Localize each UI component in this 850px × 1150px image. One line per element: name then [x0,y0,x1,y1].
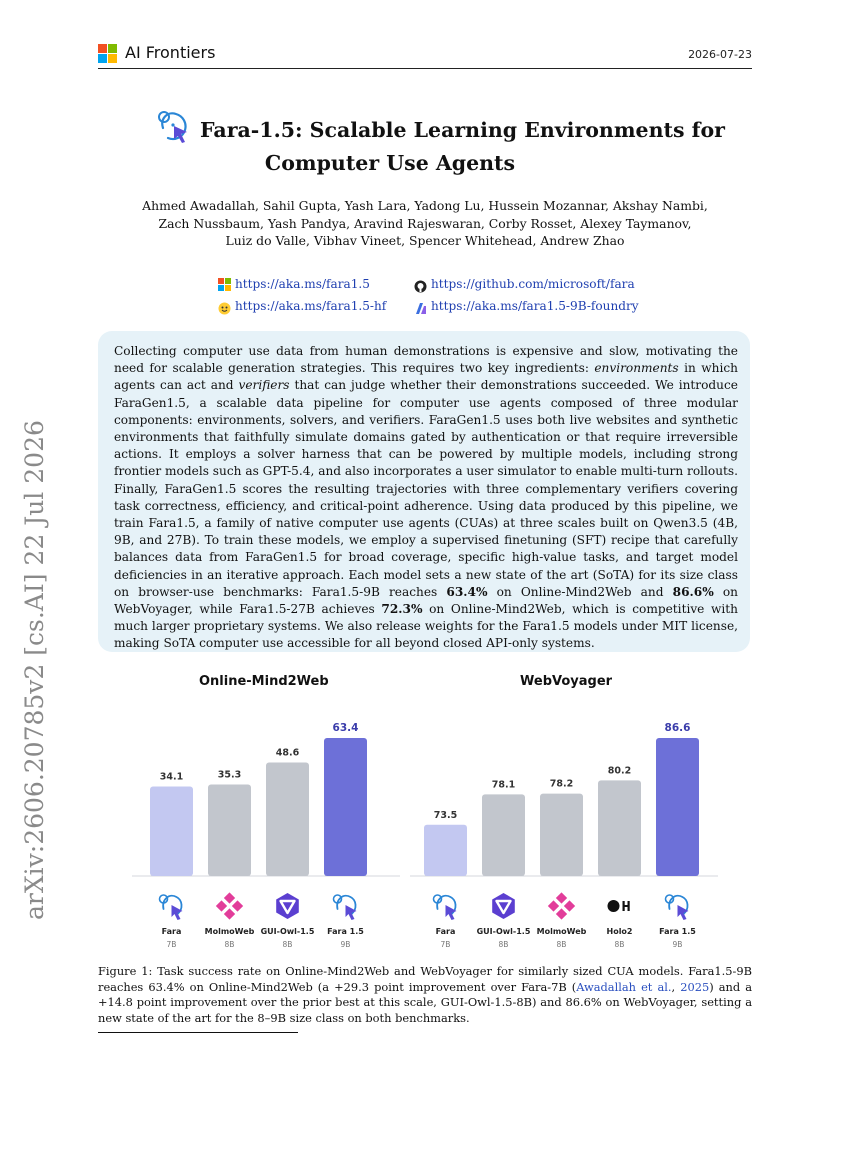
bar-value-label: 80.2 [607,765,632,777]
chart-webvoyager [410,700,718,956]
abstract-text: Collecting computer use data from human demonstrations is expensive and slow, motivating the need for scalable generation strategies. This requires two key ingredients: environments in which agents can act and verifiers that can judge whether their demonstrations succeeded. We introduce FaraGen1.5, a scalable data pipeline for computer use agents composed of three modular components: environments, solvers, and verifiers. FaraGen1.5 uses both live websites and synthetic environments that faithfully simulate domains gated by authentication or that require irreversible actions. It employs a solver harness that can be powered by multiple models, including strong frontier models such as GPT-5.4, and also incorporates a user simulator to enable multi-turn rollouts. Finally, FaraGen1.5 scores the resulting trajectories with three complementary verifiers covering task correctness, efficiency, and critical-point adherence. Using data produced by this pipeline, we train Fara1.5, a family of native computer use agents (CUAs) at three scales built on Qwen3.5 (4B, 9B, and 27B). To train these models, we employ a supervised finetuning (SFT) recipe that carefully balances data from FaraGen1.5 for broad coverage, specific high-value tasks, and target model deficiencies in an iterative approach. Each model sets a new state of the art (SoTA) for its size class on browser-use benchmarks: Fara1.5-9B reaches 63.4% on Online-Mind2Web and 86.6% on WebVoyager, while Fara1.5-27B achieves 72.3% on Online-Mind2Web, which is competitive with much larger proprietary systems. We also release weights for the Fara1.5 models under MIT license, making SoTA computer use accessible for all beyond closed API-only systems. [114,344,738,651]
size-label: 8B [614,940,625,949]
author-line-1: Ahmed Awadallah, Sahil Gupta, Yash Lara, Yadong Lu, Hussein Mozannar, Akshay Nambi, [142,198,708,213]
paper-title [200,114,725,180]
molmo-icon [548,892,575,919]
bar-fara-1-5 [656,738,699,876]
link-github[interactable] [414,273,639,295]
bar-gui-owl-1-5 [266,763,309,876]
category-label: Fara 1.5 [327,927,364,936]
bar-gui-owl-1-5 [482,794,525,876]
fara-logo-icon [154,106,194,146]
size-label: 8B [498,940,509,949]
category-label: Holo2 [606,927,633,936]
bar-value-label: 35.3 [217,769,242,781]
ai-frontiers-logo-icon [98,44,117,63]
category-label: Fara [435,927,456,936]
molmo-icon [216,892,243,919]
link-foundry-text[interactable]: https://aka.ms/fara1.5-9B-foundry [431,299,639,313]
microsoft-icon [218,278,231,291]
link-hf[interactable] [218,295,386,317]
bar-value-label: 86.6 [664,722,691,734]
holo-icon [608,900,630,912]
links-right [414,273,639,317]
category-label: GUI-Owl-1.5 [260,927,315,936]
bar-fara-1-5 [324,738,367,876]
bar-fara [150,787,193,876]
category-label: GUI-Owl-1.5 [476,927,531,936]
category-label: MolmoWeb [536,927,587,936]
bar-fara [424,825,467,876]
author-list [110,197,740,250]
title-line-2: Computer Use Agents [264,151,516,175]
bar-value-label: 63.4 [332,722,359,734]
link-github-text[interactable]: https://github.com/microsoft/fara [431,277,635,291]
bar-value-label: 34.1 [159,771,184,783]
fara-icon [160,895,183,920]
bar-holo2 [598,780,641,876]
size-label: 8B [224,940,235,949]
size-label: 8B [282,940,293,949]
links-left [218,273,386,317]
chart-2-title: WebVoyager [520,674,613,689]
footnote-rule [98,1032,298,1033]
guiowl-icon [276,893,299,919]
bar-molmoweb [208,785,251,876]
hugging-face-icon [218,300,231,313]
size-label: 7B [440,940,451,949]
category-label: Fara 1.5 [659,927,696,936]
fara-icon [434,895,457,920]
bar-value-label: 78.2 [549,778,574,790]
brand-name: AI Frontiers [125,43,216,62]
github-icon [414,278,427,291]
size-label: 9B [340,940,351,949]
bar-value-label: 73.5 [433,809,458,821]
figure-caption: Figure 1: Task success rate on Online-Mind2Web and WebVoyager for similarly sized CUA models. Fara1.5-9B reaches 63.4% on Online-Mind2Web (a +29.3 point improvement over Fara-7B (Awadallah et al., 2025) and a +14.8 point improvement over the prior best at this scale, GUI-Owl-1.5-8B) and 86.6% on WebVoyager, setting a new state of the art for the 8–9B size class on both benchmarks. [98,964,752,1025]
author-line-3: Luiz do Valle, Vibhav Vineet, Spencer Whitehead, Andrew Zhao [225,233,625,248]
size-label: 8B [556,940,567,949]
chart-online-mind2web [132,700,400,956]
link-ms-text[interactable]: https://aka.ms/fara1.5 [235,277,370,291]
foundry-icon [414,300,427,313]
category-label: MolmoWeb [204,927,255,936]
fara-icon [666,895,689,920]
bar-value-label: 78.1 [491,779,516,791]
chart-1-title: Online-Mind2Web [199,674,329,689]
link-foundry[interactable] [414,295,639,317]
bar-molmoweb [540,794,583,876]
fara-icon [334,895,357,920]
link-ms[interactable] [218,273,386,295]
bar-value-label: 48.6 [275,747,300,759]
header-date: 2026-07-23 [688,48,752,61]
title-line-1: Fara-1.5: Scalable Learning Environments for [200,118,725,142]
category-label: Fara [161,927,182,936]
arxiv-side-label: arXiv:2606.20785v2 [cs.AI] 22 Jul 2026 [20,420,49,920]
guiowl-icon [492,893,515,919]
author-line-2: Zach Nussbaum, Yash Pandya, Aravind Rajeswaran, Corby Rosset, Alexey Taymanov, [158,215,692,231]
size-label: 9B [672,940,683,949]
link-hf-text[interactable]: https://aka.ms/fara1.5-hf [235,299,387,313]
size-label: 7B [166,940,177,949]
abstract-box [98,331,750,652]
page-header [98,42,752,69]
